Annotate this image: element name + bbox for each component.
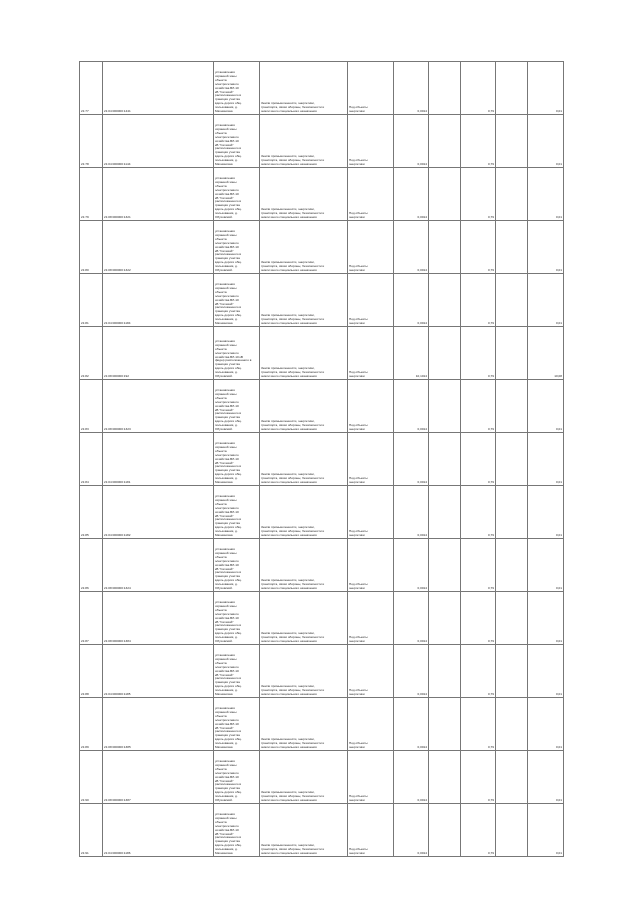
permitted-use: Под объекты энергетики bbox=[348, 221, 394, 274]
cadastral-number: 21:04:000000:1186 bbox=[103, 804, 214, 857]
table-row bbox=[80, 486, 564, 539]
plot-area: 0,0014 bbox=[394, 433, 429, 486]
plot-area: 0,0014 bbox=[394, 592, 429, 645]
plot-area: 0,0014 bbox=[394, 221, 429, 274]
row-number: 21:79 bbox=[80, 168, 103, 221]
land-category: Земли промышленности, энергетики, транспорта, связи обороны, безопасности и земли иного специального назначения bbox=[260, 115, 348, 168]
result-value: 0,01 bbox=[528, 274, 564, 327]
plot-area: 0,0014 bbox=[394, 168, 429, 221]
plot-description: установления охранной зоны объекта электросетевого хозяйства ВЛ-10 кВ фидер расположенного в границах участка вдоль дороги общ. пользования, д. Обуховский. bbox=[214, 327, 260, 380]
table-row bbox=[80, 168, 564, 221]
table-row bbox=[80, 804, 564, 857]
empty-cell bbox=[496, 751, 528, 804]
empty-cell bbox=[496, 592, 528, 645]
ratio-value: 0,79 bbox=[461, 62, 496, 115]
permitted-use: Под объекты энергетики bbox=[348, 486, 394, 539]
plot-area: 0,0014 bbox=[394, 804, 429, 857]
ratio-value: 0,79 bbox=[461, 221, 496, 274]
empty-cell bbox=[429, 698, 461, 751]
row-number: 21:88 bbox=[80, 645, 103, 698]
empty-cell bbox=[429, 274, 461, 327]
empty-cell bbox=[496, 62, 528, 115]
land-category: Земли промышленности, энергетики, транспорта, связи обороны, безопасности и земли иного специального назначения bbox=[260, 380, 348, 433]
plot-area: 0,0014 bbox=[394, 539, 429, 592]
permitted-use: Под объекты энергетики bbox=[348, 804, 394, 857]
plot-area: 0,0014 bbox=[394, 751, 429, 804]
row-number: 21:84 bbox=[80, 433, 103, 486]
land-category: Земли промышленности, энергетики, транспорта, связи обороны, безопасности и земли иного специального назначения bbox=[260, 804, 348, 857]
plot-description: установления охранной зоны объекта электросетевого хозяйства ВЛ-10 кВ "Сетевой" расположенного в границах участка вдоль дороги общ. пользования, д. Обуховский. bbox=[214, 751, 260, 804]
cadastral-number: 21:04:000000:1184 bbox=[103, 274, 214, 327]
permitted-use: Под объекты энергетики bbox=[348, 751, 394, 804]
cadastral-number: 21:04:000000:1181 bbox=[103, 433, 214, 486]
empty-cell bbox=[496, 433, 528, 486]
empty-cell bbox=[429, 751, 461, 804]
empty-cell bbox=[429, 221, 461, 274]
table-row bbox=[80, 645, 564, 698]
cadastral-number: 21:08:000000:1324 bbox=[103, 539, 214, 592]
row-number: 21:81 bbox=[80, 274, 103, 327]
permitted-use: Под объекты энергетики bbox=[348, 592, 394, 645]
result-value: 0,01 bbox=[528, 380, 564, 433]
empty-cell bbox=[429, 804, 461, 857]
cadastral-number: 21:04:000000:1144 bbox=[103, 115, 214, 168]
empty-cell bbox=[496, 804, 528, 857]
plot-area: 0,0014 bbox=[394, 486, 429, 539]
empty-cell bbox=[496, 327, 528, 380]
land-category: Земли промышленности, энергетики, транспорта, связи обороны, безопасности и земли иного специального назначения bbox=[260, 645, 348, 698]
table-row bbox=[80, 274, 564, 327]
plot-area: 0,0014 bbox=[394, 645, 429, 698]
row-number: 21:77 bbox=[80, 62, 103, 115]
cadastral-number: 21:08:000000:1385 bbox=[103, 698, 214, 751]
empty-cell bbox=[429, 645, 461, 698]
empty-cell bbox=[429, 168, 461, 221]
permitted-use: Под объекты энергетики bbox=[348, 698, 394, 751]
result-value: 0,01 bbox=[528, 645, 564, 698]
plot-area: 0,0014 bbox=[394, 698, 429, 751]
ratio-value: 0,79 bbox=[461, 168, 496, 221]
land-category: Земли промышленности, энергетики, транспорта, связи обороны, безопасности и земли иного специального назначения bbox=[260, 274, 348, 327]
permitted-use: Под объекты энергетики bbox=[348, 274, 394, 327]
permitted-use: Под объекты энергетики bbox=[348, 539, 394, 592]
land-category: Земли промышленности, энергетики, транспорта, связи обороны, безопасности и земли иного специального назначения bbox=[260, 751, 348, 804]
result-value: 0,01 bbox=[528, 168, 564, 221]
plot-area: 0,0014 bbox=[394, 274, 429, 327]
permitted-use: Под объекты энергетики bbox=[348, 327, 394, 380]
table-row bbox=[80, 539, 564, 592]
table-row bbox=[80, 592, 564, 645]
ratio-value: 0,79 bbox=[461, 698, 496, 751]
permitted-use: Под объекты энергетики bbox=[348, 645, 394, 698]
cadastral-number: 21:08:000000:1387 bbox=[103, 751, 214, 804]
row-number: 21:78 bbox=[80, 115, 103, 168]
result-value: 0,01 bbox=[528, 486, 564, 539]
cadastral-number: 21:08:000000:192 bbox=[103, 327, 214, 380]
ratio-value: 0,79 bbox=[461, 274, 496, 327]
land-category: Земли промышленности, энергетики, транспорта, связи обороны, безопасности и земли иного специального назначения bbox=[260, 698, 348, 751]
ratio-value: 0,79 bbox=[461, 592, 496, 645]
table-row bbox=[80, 62, 564, 115]
table-row bbox=[80, 433, 564, 486]
cadastral-number: 21:08:000000:1322 bbox=[103, 221, 214, 274]
empty-cell bbox=[429, 486, 461, 539]
row-number: 21:87 bbox=[80, 592, 103, 645]
table-body bbox=[80, 62, 564, 857]
row-number: 21:85 bbox=[80, 486, 103, 539]
plot-description: установления охранной зоны объекта электросетевого хозяйства ВЛ-10 кВ "Сетевой" расположенного в границах участка вдоль дороги общ. пользования, д. Махнинская. bbox=[214, 62, 260, 115]
result-value: 0,01 bbox=[528, 698, 564, 751]
land-category: Земли промышленности, энергетики, транспорта, связи обороны, безопасности и земли иного специального назначения bbox=[260, 486, 348, 539]
cadastral-number: 21:08:000000:1321 bbox=[103, 168, 214, 221]
table-row bbox=[80, 698, 564, 751]
empty-cell bbox=[496, 115, 528, 168]
land-category: Земли промышленности, энергетики, транспорта, связи обороны, безопасности и земли иного специального назначения bbox=[260, 539, 348, 592]
cadastral-number: 21:08:000000:1384 bbox=[103, 592, 214, 645]
empty-cell bbox=[496, 221, 528, 274]
row-number: 21:80 bbox=[80, 221, 103, 274]
land-category: Земли промышленности, энергетики, транспорта, связи обороны, безопасности и земли иного специального назначения bbox=[260, 327, 348, 380]
plot-description: установления охранной зоны объекта электросетевого хозяйства ВЛ-10 кВ "Сетевой" расположенного в границах участка вдоль дороги общ. пользования, д. Махнинская. bbox=[214, 486, 260, 539]
result-value: 0,01 bbox=[528, 115, 564, 168]
plot-description: установления охранной зоны объекта электросетевого хозяйства ВЛ-10 кВ "Сетевой" расположенного в границах участка вдоль дороги общ. пользования, д. Махнинская. bbox=[214, 274, 260, 327]
plot-description: установления охранной зоны объекта электросетевого хозяйства ВЛ-10 кВ "Сетевой" расположенного в границах участка вдоль дороги общ. пользования, д. Обуховский. bbox=[214, 380, 260, 433]
empty-cell bbox=[496, 274, 528, 327]
plot-description: установления охранной зоны объекта электросетевого хозяйства ВЛ-10 кВ "Сетевой" расположенного в границах участка вдоль дороги общ. пользования, д. Махнинская. bbox=[214, 698, 260, 751]
table-row bbox=[80, 115, 564, 168]
plot-description: установления охранной зоны объекта электросетевого хозяйства ВЛ-10 кВ "Сетевой" расположенного в границах участка вдоль дороги общ. пользования, д. Обуховский. bbox=[214, 221, 260, 274]
land-category: Земли промышленности, энергетики, транспорта, связи обороны, безопасности и земли иного специального назначения bbox=[260, 62, 348, 115]
result-value: 0,01 bbox=[528, 539, 564, 592]
result-value: 10,08 bbox=[528, 327, 564, 380]
plot-description: установления охранной зоны объекта электросетевого хозяйства ВЛ-10 кВ "Сетевой" расположенного в границах участка вдоль дороги общ. пользования, д. Махнинская. bbox=[214, 115, 260, 168]
empty-cell bbox=[429, 62, 461, 115]
cadastral-number: 21:04:000000:1182 bbox=[103, 486, 214, 539]
permitted-use: Под объекты энергетики bbox=[348, 115, 394, 168]
ratio-value: 0,79 bbox=[461, 115, 496, 168]
empty-cell bbox=[429, 539, 461, 592]
empty-cell bbox=[496, 380, 528, 433]
result-value: 0,01 bbox=[528, 221, 564, 274]
cadastral-number: 21:04:000000:1185 bbox=[103, 645, 214, 698]
ratio-value: 0,79 bbox=[461, 433, 496, 486]
plot-description: установления охранной зоны объекта электросетевого хозяйства ВЛ-10 кВ "Сетевой" расположенного в границах участка вдоль дороги общ. пользования, д. Обуховский. bbox=[214, 592, 260, 645]
empty-cell bbox=[429, 327, 461, 380]
ratio-value: 0,79 bbox=[461, 645, 496, 698]
land-plots-table bbox=[79, 61, 564, 857]
plot-area: 0,0014 bbox=[394, 115, 429, 168]
result-value: 0,01 bbox=[528, 751, 564, 804]
permitted-use: Под объекты энергетики bbox=[348, 62, 394, 115]
ratio-value: 0,79 bbox=[461, 327, 496, 380]
empty-cell bbox=[496, 486, 528, 539]
empty-cell bbox=[429, 592, 461, 645]
ratio-value: 0,79 bbox=[461, 380, 496, 433]
plot-area: 10,1014 bbox=[394, 327, 429, 380]
empty-cell bbox=[496, 645, 528, 698]
row-number: 21:91 bbox=[80, 804, 103, 857]
land-category: Земли промышленности, энергетики, транспорта, связи обороны, безопасности и земли иного специального назначения bbox=[260, 433, 348, 486]
land-category: Земли промышленности, энергетики, транспорта, связи обороны, безопасности и земли иного специального назначения bbox=[260, 168, 348, 221]
table-row bbox=[80, 380, 564, 433]
empty-cell bbox=[429, 115, 461, 168]
row-number: 21:83 bbox=[80, 380, 103, 433]
ratio-value: 0,79 bbox=[461, 804, 496, 857]
empty-cell bbox=[496, 168, 528, 221]
result-value: 0,01 bbox=[528, 433, 564, 486]
ratio-value: 0,79 bbox=[461, 751, 496, 804]
table-row bbox=[80, 327, 564, 380]
plot-description: установления охранной зоны объекта электросетевого хозяйства ВЛ-10 кВ "Сетевой" расположенного в границах участка вдоль дороги общ. пользования, д. Махнинская. bbox=[214, 804, 260, 857]
empty-cell bbox=[496, 539, 528, 592]
plot-description: установления охранной зоны объекта электросетевого хозяйства ВЛ-10 кВ "Сетевой" расположенного в границах участка вдоль дороги общ. пользования, д. Обуховский. bbox=[214, 168, 260, 221]
land-category: Земли промышленности, энергетики, транспорта, связи обороны, безопасности и земли иного специального назначения bbox=[260, 592, 348, 645]
row-number: 21:82 bbox=[80, 327, 103, 380]
permitted-use: Под объекты энергетики bbox=[348, 433, 394, 486]
result-value: 0,01 bbox=[528, 592, 564, 645]
cadastral-number: 21:08:000000:1323 bbox=[103, 380, 214, 433]
land-category: Земли промышленности, энергетики, транспорта, связи обороны, безопасности и земли иного специального назначения bbox=[260, 221, 348, 274]
cadastral-number: 21:04:000000:1441 bbox=[103, 62, 214, 115]
table-row bbox=[80, 751, 564, 804]
result-value: 0,01 bbox=[528, 804, 564, 857]
row-number: 21:90 bbox=[80, 751, 103, 804]
ratio-value: 0,79 bbox=[461, 539, 496, 592]
result-value: 0,01 bbox=[528, 62, 564, 115]
permitted-use: Под объекты энергетики bbox=[348, 380, 394, 433]
empty-cell bbox=[429, 433, 461, 486]
plot-area: 0,0014 bbox=[394, 380, 429, 433]
plot-area: 0,0014 bbox=[394, 62, 429, 115]
table-row bbox=[80, 221, 564, 274]
ratio-value: 0,79 bbox=[461, 486, 496, 539]
row-number: 21:86 bbox=[80, 539, 103, 592]
plot-description: установления охранной зоны объекта электросетевого хозяйства ВЛ-10 кВ "Сетевой" расположенного в границах участка вдоль дороги общ. пользования, д. Обуховский. bbox=[214, 539, 260, 592]
row-number: 21:89 bbox=[80, 698, 103, 751]
plot-description: установления охранной зоны объекта электросетевого хозяйства ВЛ-10 кВ "Сетевой" расположенного в границах участка вдоль дороги общ. пользования, д. Махнинская. bbox=[214, 645, 260, 698]
permitted-use: Под объекты энергетики bbox=[348, 168, 394, 221]
empty-cell bbox=[496, 698, 528, 751]
plot-description: установления охранной зоны объекта электросетевого хозяйства ВЛ-10 кВ "Сетевой" расположенного в границах участка вдоль дороги общ. пользования, д. Махнинская. bbox=[214, 433, 260, 486]
empty-cell bbox=[429, 380, 461, 433]
